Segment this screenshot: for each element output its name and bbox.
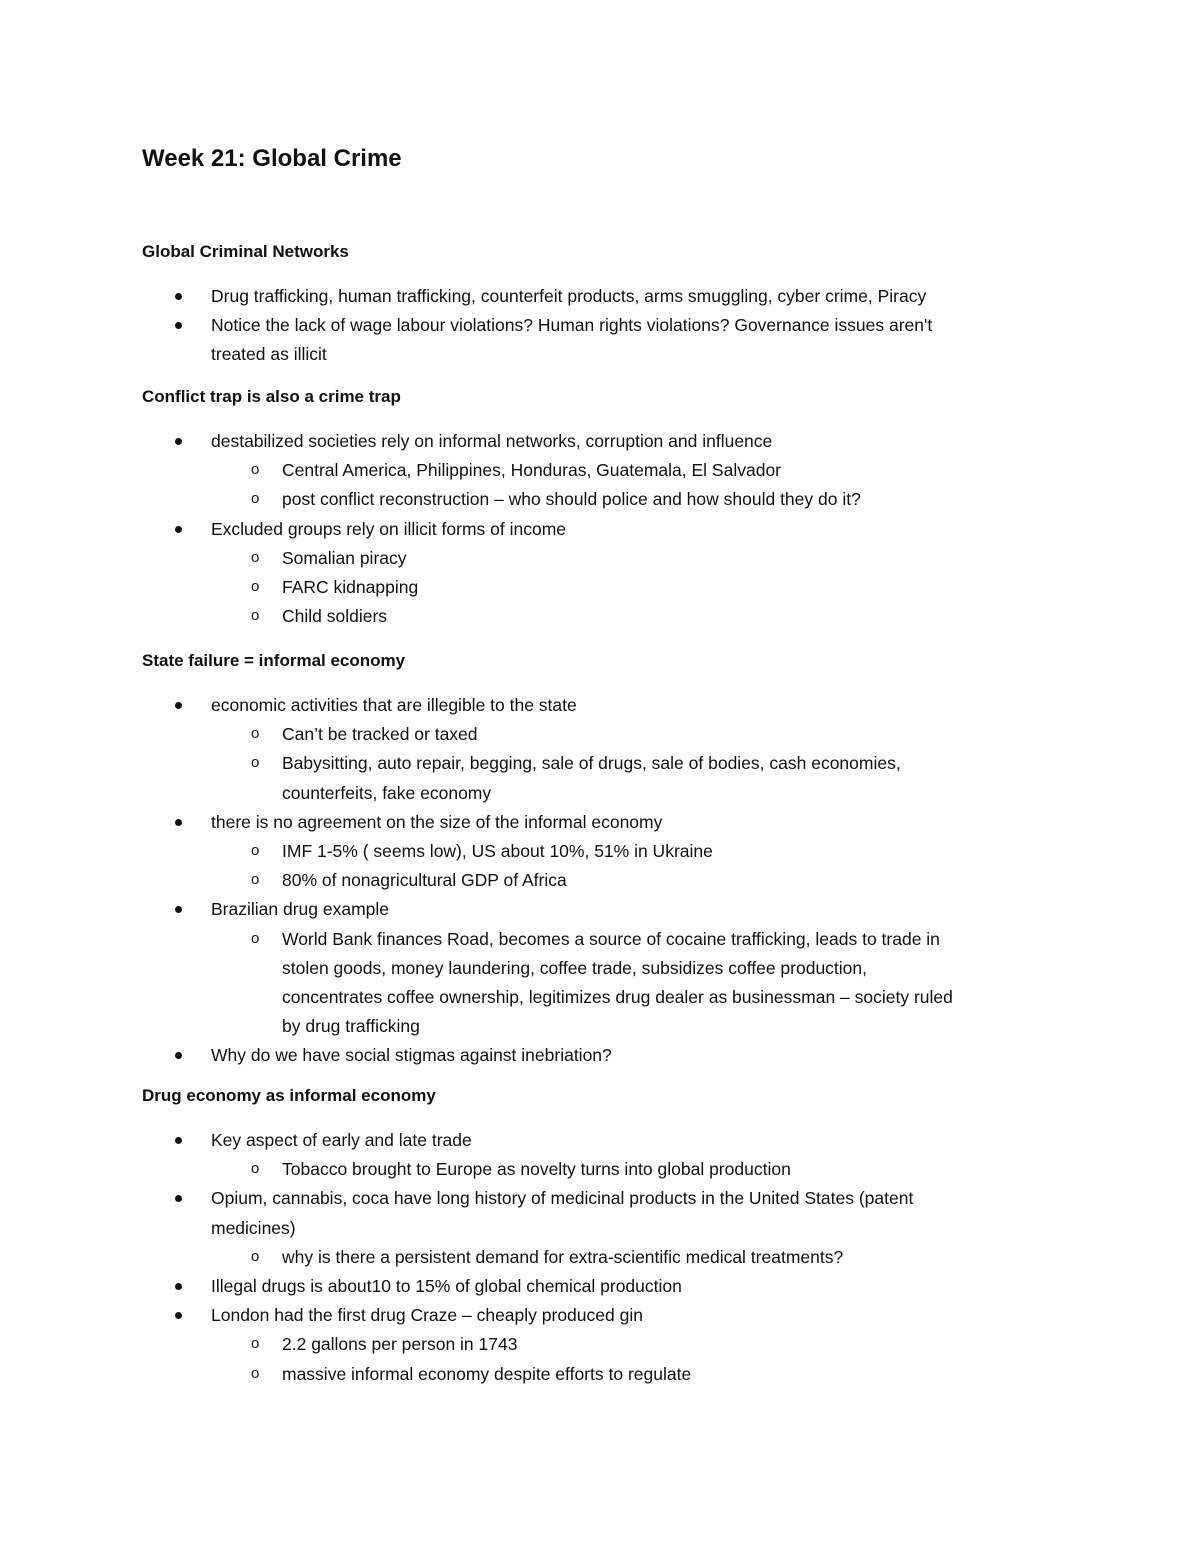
- sub-bullet-icon: o: [251, 578, 260, 595]
- sub-bullet-icon: o: [251, 929, 260, 947]
- list-item: economic activities that are illegible to the state: [211, 695, 577, 715]
- sub-bullet-icon: o: [251, 1335, 260, 1353]
- list-item: Excluded groups rely on illicit forms of income: [211, 518, 567, 539]
- bullet-icon: [174, 1311, 184, 1321]
- sub-bullet-icon: o: [251, 1160, 260, 1178]
- sub-bullet-icon: o: [251, 490, 260, 508]
- list-item: medicines): [211, 1217, 296, 1238]
- sub-bullet-icon: o: [251, 461, 260, 479]
- bullet-icon: [174, 321, 184, 331]
- sub-list-item: 2.2 gallons per person in 1743: [282, 1334, 518, 1355]
- sub-list-item: Somalian piracy: [282, 547, 407, 568]
- sub-bullet-icon: o: [251, 842, 260, 859]
- sub-list-item: concentrates coffee ownership, legitimizes drug dealer as businessman – society ruled: [282, 987, 953, 1007]
- sub-list-item: Babysitting, auto repair, begging, sale of drugs, sale of bodies, cash economies,: [282, 753, 901, 774]
- bullet-icon: [174, 525, 184, 535]
- page-title: Week 21: Global Crime: [142, 145, 402, 172]
- bullet-icon: [174, 437, 184, 447]
- sub-list-item: Tobacco brought to Europe as novelty turns into global production: [282, 1159, 791, 1180]
- bullet-icon: [174, 1194, 184, 1204]
- sub-bullet-icon: o: [251, 548, 260, 566]
- bullet-icon: [174, 701, 184, 711]
- sub-bullet-icon: o: [251, 725, 260, 743]
- list-item: destabilized societies rely on informal networks, corruption and influence: [211, 431, 773, 451]
- list-item: London had the first drug Craze – cheaply produced gin: [211, 1305, 643, 1326]
- bullet-icon: [174, 818, 184, 828]
- list-item: treated as illicit: [211, 344, 327, 365]
- list-item: Key aspect of early and late trade: [211, 1130, 472, 1150]
- list-item: there is no agreement on the size of the informal economy: [211, 811, 663, 832]
- sub-list-item: post conflict reconstruction – who should police and how should they do it?: [282, 489, 861, 510]
- sub-list-item: by drug trafficking: [282, 1016, 420, 1037]
- list-item: Why do we have social stigmas against inebriation?: [211, 1045, 612, 1066]
- sub-list-item: why is there a persistent demand for extra-scientific medical treatments?: [282, 1246, 844, 1267]
- sub-list-item: World Bank finances Road, becomes a source of cocaine trafficking, leads to trade in: [282, 928, 940, 949]
- sub-list-item: Central America, Philippines, Honduras, Guatemala, El Salvador: [282, 460, 781, 481]
- list-item: Opium, cannabis, coca have long history of medicinal products in the United States (patent: [211, 1188, 914, 1209]
- bullet-icon: [174, 1136, 184, 1146]
- sub-list-item: FARC kidnapping: [282, 577, 419, 597]
- section-heading: Conflict trap is also a crime trap: [142, 387, 401, 406]
- sub-list-item: 80% of nonagricultural GDP of Africa: [282, 870, 567, 891]
- sub-bullet-icon: o: [251, 607, 260, 625]
- bullet-icon: [174, 905, 184, 915]
- sub-bullet-icon: o: [251, 1247, 260, 1265]
- sub-list-item: IMF 1-5% ( seems low), US about 10%, 51% in Ukraine: [282, 841, 713, 861]
- sub-list-item: stolen goods, money laundering, coffee trade, subsidizes coffee production,: [282, 957, 868, 978]
- list-item: Illegal drugs is about10 to 15% of global chemical production: [211, 1276, 682, 1296]
- bullet-icon: [174, 292, 184, 302]
- list-item: Brazilian drug example: [211, 899, 390, 920]
- sub-list-item: counterfeits, fake economy: [282, 782, 492, 803]
- bullet-icon: [174, 1051, 184, 1061]
- section-heading: Global Criminal Networks: [142, 242, 349, 261]
- sub-bullet-icon: o: [251, 1364, 260, 1382]
- list-item: Drug trafficking, human trafficking, counterfeit products, arms smuggling, cyber crime, Piracy: [211, 286, 927, 306]
- sub-bullet-icon: o: [251, 871, 260, 889]
- sub-bullet-icon: o: [251, 754, 260, 772]
- section-heading: Drug economy as informal economy: [142, 1086, 436, 1105]
- list-item: Notice the lack of wage labour violations? Human rights violations? Governance issues aren't: [211, 315, 933, 336]
- sub-list-item: Can’t be tracked or taxed: [282, 724, 478, 745]
- sub-list-item: massive informal economy despite efforts to regulate: [282, 1363, 692, 1384]
- section-heading: State failure = informal economy: [142, 651, 406, 670]
- sub-list-item: Child soldiers: [282, 606, 388, 627]
- bullet-icon: [174, 1282, 184, 1292]
